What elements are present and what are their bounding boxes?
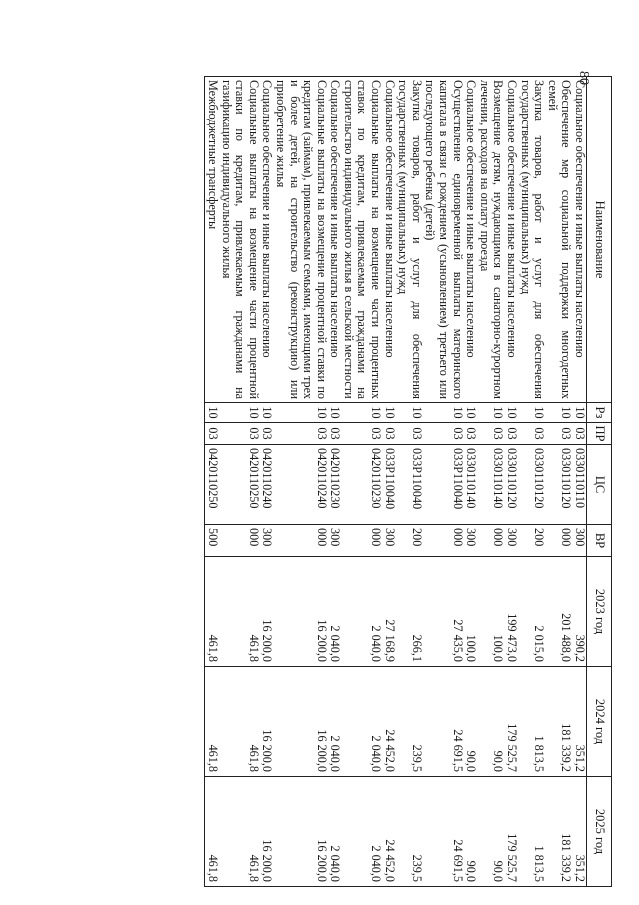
cell-name: Закупка товаров, работ и услуг для обеспечения государственных (муниципальных) нужд xyxy=(396,77,423,403)
header-2025: 2025 год xyxy=(587,777,612,887)
cell-pr: 03 xyxy=(518,423,545,445)
cell-y2023: 16 200,0 xyxy=(273,557,327,667)
table-row xyxy=(518,77,545,887)
cell-y2025: 461,8 xyxy=(219,777,260,887)
cell-y2025: 181 339,2 xyxy=(545,777,572,887)
cell-rz: 10 xyxy=(205,403,219,423)
cell-y2023: 16 200,0 xyxy=(260,557,274,667)
cell-cs: 0330110140 xyxy=(477,445,504,525)
cell-vr: 300 xyxy=(464,525,478,557)
cell-cs: 0420110240 xyxy=(260,445,274,525)
cell-vr: 000 xyxy=(477,525,504,557)
cell-name: Обеспечение мер социальной поддержки многодетных семей xyxy=(545,77,572,403)
cell-y2024: 24 452,0 xyxy=(382,667,396,777)
cell-y2023: 2 040,0 xyxy=(328,557,342,667)
cell-pr: 03 xyxy=(504,423,518,445)
cell-y2025: 1 813,5 xyxy=(518,777,545,887)
cell-rz: 10 xyxy=(382,403,396,423)
cell-pr: 03 xyxy=(260,423,274,445)
page-number: 80 xyxy=(576,71,591,85)
cell-rz: 10 xyxy=(328,403,342,423)
table-row xyxy=(328,77,342,887)
header-2023: 2023 год xyxy=(587,557,612,667)
cell-name: Социальное обеспечение и иные выплаты населению xyxy=(464,77,478,403)
cell-pr: 03 xyxy=(464,423,478,445)
cell-vr: 300 xyxy=(572,525,586,557)
table-row xyxy=(219,77,260,887)
cell-pr: 03 xyxy=(382,423,396,445)
cell-y2023: 100,0 xyxy=(464,557,478,667)
cell-y2024: 461,8 xyxy=(219,667,260,777)
cell-rz: 10 xyxy=(545,403,572,423)
cell-vr: 300 xyxy=(504,525,518,557)
cell-pr: 03 xyxy=(396,423,423,445)
table-row xyxy=(572,77,586,887)
cell-rz: 10 xyxy=(396,403,423,423)
cell-rz: 10 xyxy=(572,403,586,423)
cell-vr: 000 xyxy=(273,525,327,557)
cell-pr: 03 xyxy=(341,423,382,445)
table-row xyxy=(423,77,464,887)
cell-y2024: 16 200,0 xyxy=(273,667,327,777)
budget-table xyxy=(204,76,612,887)
cell-name: Социальное обеспечение и иные выплаты населению xyxy=(572,77,586,403)
cell-cs: 033P110040 xyxy=(396,445,423,525)
cell-name: Социальное обеспечение и иные выплаты населению xyxy=(504,77,518,403)
cell-y2024: 179 525,7 xyxy=(504,667,518,777)
header-2024: 2024 год xyxy=(587,667,612,777)
cell-name: Социальные выплаты на возмещение части процентных ставок по кредитам, привлекаемым гражданами на строительство индивидуального жилья в сельской местности xyxy=(341,77,382,403)
cell-vr: 000 xyxy=(341,525,382,557)
cell-name: Закупка товаров, работ и услуг для обеспечения государственных (муниципальных) нужд xyxy=(518,77,545,403)
cell-y2025: 24 691,5 xyxy=(423,777,464,887)
cell-y2024: 24 691,5 xyxy=(423,667,464,777)
cell-vr: 300 xyxy=(382,525,396,557)
header-vr: ВР xyxy=(587,525,612,557)
cell-y2024: 90,0 xyxy=(464,667,478,777)
header-cs: ЦС xyxy=(587,445,612,525)
header-name: Наименование xyxy=(587,77,612,403)
cell-pr: 03 xyxy=(328,423,342,445)
cell-y2025: 239,5 xyxy=(396,777,423,887)
cell-rz: 10 xyxy=(273,403,327,423)
cell-y2023: 266,1 xyxy=(396,557,423,667)
cell-y2023: 100,0 xyxy=(477,557,504,667)
cell-y2023: 461,8 xyxy=(205,557,219,667)
cell-pr: 03 xyxy=(205,423,219,445)
table-row xyxy=(477,77,504,887)
cell-vr: 200 xyxy=(518,525,545,557)
cell-name: Социальные выплаты на возмещение процентной ставки по кредитам (займам), привлекаемым семьями, имеющими трех и более детей, на строительство (реконструкцию) или приобретение жилья xyxy=(273,77,327,403)
table-row xyxy=(260,77,274,887)
cell-y2025: 90,0 xyxy=(464,777,478,887)
rotated-table-container xyxy=(92,76,612,886)
cell-y2025: 90,0 xyxy=(477,777,504,887)
cell-cs: 033P110040 xyxy=(382,445,396,525)
cell-y2024: 181 339,2 xyxy=(545,667,572,777)
table-row xyxy=(396,77,423,887)
header-rz: Рз xyxy=(587,403,612,423)
cell-pr: 03 xyxy=(545,423,572,445)
cell-y2023: 201 488,0 xyxy=(545,557,572,667)
table-row xyxy=(545,77,572,887)
cell-vr: 300 xyxy=(328,525,342,557)
cell-name: Социальные выплаты на возмещение части процентной ставки по кредитам, привлекаемым гражданами на газификацию индивидуального жилья xyxy=(219,77,260,403)
table-body xyxy=(205,77,587,887)
cell-y2024: 1 813,5 xyxy=(518,667,545,777)
cell-cs: 0420110230 xyxy=(328,445,342,525)
header-pr: ПР xyxy=(587,423,612,445)
table-row xyxy=(464,77,478,887)
cell-y2023: 390,2 xyxy=(572,557,586,667)
cell-cs: 0330110120 xyxy=(545,445,572,525)
cell-y2024: 16 200,0 xyxy=(260,667,274,777)
cell-rz: 10 xyxy=(477,403,504,423)
cell-name: Осуществление единовременной выплаты материнского капитала в связи с рождением (усыновлением) третьего или последующего ребенка (детей) xyxy=(423,77,464,403)
cell-y2025: 24 452,0 xyxy=(382,777,396,887)
cell-pr: 03 xyxy=(572,423,586,445)
cell-name: Социальное обеспечение и иные выплаты населению xyxy=(260,77,274,403)
cell-cs: 033P110040 xyxy=(423,445,464,525)
cell-name: Социальное обеспечение и иные выплаты населению xyxy=(328,77,342,403)
cell-pr: 03 xyxy=(219,423,260,445)
cell-vr: 300 xyxy=(260,525,274,557)
cell-y2025: 2 040,0 xyxy=(341,777,382,887)
cell-y2025: 2 040,0 xyxy=(328,777,342,887)
cell-rz: 10 xyxy=(518,403,545,423)
cell-vr: 000 xyxy=(219,525,260,557)
cell-y2024: 351,2 xyxy=(572,667,586,777)
cell-y2023: 2 015,0 xyxy=(518,557,545,667)
cell-y2024: 239,5 xyxy=(396,667,423,777)
cell-y2024: 90,0 xyxy=(477,667,504,777)
cell-cs: 0330110120 xyxy=(518,445,545,525)
cell-vr: 000 xyxy=(423,525,464,557)
cell-y2023: 199 473,0 xyxy=(504,557,518,667)
cell-cs: 0420110240 xyxy=(273,445,327,525)
cell-vr: 200 xyxy=(396,525,423,557)
cell-y2024: 2 040,0 xyxy=(341,667,382,777)
cell-y2025: 179 525,7 xyxy=(504,777,518,887)
cell-y2025: 461,8 xyxy=(205,777,219,887)
cell-pr: 03 xyxy=(273,423,327,445)
cell-cs: 0420110230 xyxy=(341,445,382,525)
cell-rz: 10 xyxy=(219,403,260,423)
cell-name: Возмещение детям, нуждающимся в санаторно-курортном лечении, расходов на оплату проезда xyxy=(477,77,504,403)
cell-cs: 0420110250 xyxy=(219,445,260,525)
cell-y2025: 351,2 xyxy=(572,777,586,887)
table-row xyxy=(205,77,219,887)
cell-cs: 0330110110 xyxy=(572,445,586,525)
cell-y2023: 27 168,9 xyxy=(382,557,396,667)
cell-y2024: 2 040,0 xyxy=(328,667,342,777)
cell-vr: 500 xyxy=(205,525,219,557)
cell-name: Межбюджетные трансферты xyxy=(205,77,219,403)
table-row xyxy=(382,77,396,887)
cell-pr: 03 xyxy=(477,423,504,445)
cell-rz: 10 xyxy=(423,403,464,423)
cell-pr: 03 xyxy=(423,423,464,445)
cell-y2024: 461,8 xyxy=(205,667,219,777)
cell-y2025: 16 200,0 xyxy=(273,777,327,887)
cell-cs: 0330110120 xyxy=(504,445,518,525)
table-header-row xyxy=(587,77,612,887)
cell-name: Социальное обеспечение и иные выплаты населению xyxy=(382,77,396,403)
cell-cs: 0420110250 xyxy=(205,445,219,525)
cell-rz: 10 xyxy=(464,403,478,423)
cell-y2023: 27 435,0 xyxy=(423,557,464,667)
cell-rz: 10 xyxy=(260,403,274,423)
cell-cs: 0330110140 xyxy=(464,445,478,525)
table-row xyxy=(341,77,382,887)
cell-y2023: 2 040,0 xyxy=(341,557,382,667)
cell-rz: 10 xyxy=(341,403,382,423)
table-row xyxy=(504,77,518,887)
cell-rz: 10 xyxy=(504,403,518,423)
cell-y2023: 461,8 xyxy=(219,557,260,667)
cell-y2025: 16 200,0 xyxy=(260,777,274,887)
table-row xyxy=(273,77,327,887)
cell-vr: 000 xyxy=(545,525,572,557)
